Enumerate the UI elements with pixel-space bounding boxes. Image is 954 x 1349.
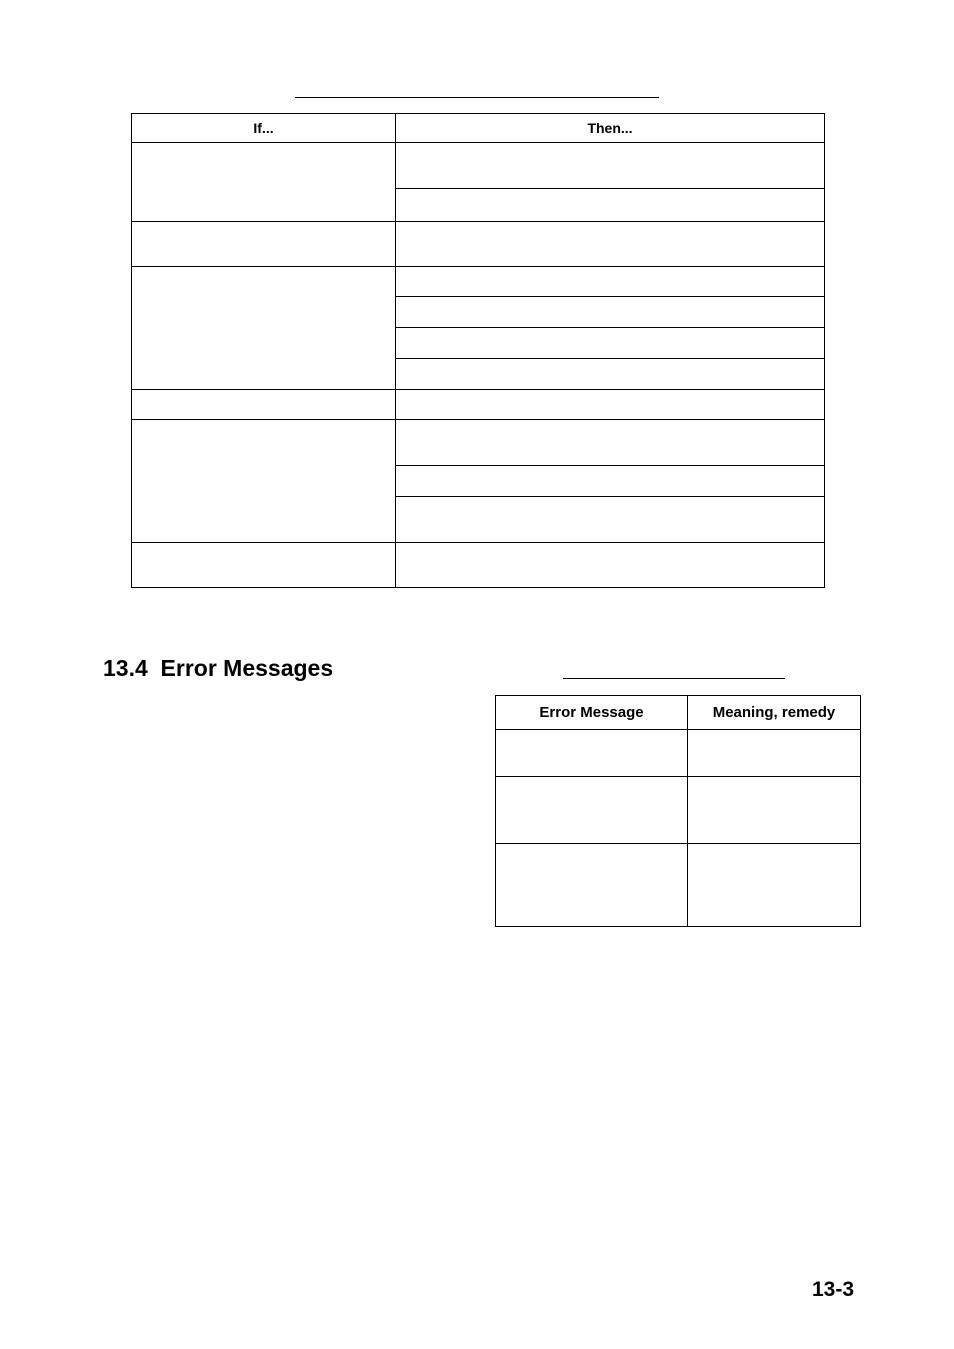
meaning-remedy-cell	[688, 777, 861, 844]
table-row	[496, 777, 861, 844]
error-table-title-rule	[563, 678, 785, 679]
if-cell	[132, 222, 396, 267]
then-column-header: Then...	[396, 114, 825, 143]
troubleshooting-table-title-rule	[295, 97, 659, 98]
troubleshooting-table	[131, 113, 825, 588]
error-messages-table	[495, 695, 861, 927]
error-message-cell	[496, 844, 688, 927]
section-heading	[103, 653, 333, 683]
table-row	[132, 390, 825, 420]
error-message-cell	[496, 777, 688, 844]
meaning-remedy-cell	[688, 844, 861, 927]
then-cell	[396, 143, 825, 189]
if-cell	[132, 143, 396, 222]
if-column-header: If...	[132, 114, 396, 143]
if-cell	[132, 543, 396, 588]
table-row	[132, 420, 825, 466]
table-row	[132, 143, 825, 189]
then-cell	[396, 297, 825, 328]
then-cell	[396, 359, 825, 390]
section-title: Error Messages	[160, 655, 334, 681]
then-cell	[396, 222, 825, 267]
then-cell	[396, 328, 825, 359]
troubleshooting-header-row	[132, 114, 825, 143]
table-row	[132, 222, 825, 267]
then-cell	[396, 390, 825, 420]
meaning-remedy-cell	[688, 730, 861, 777]
then-cell	[396, 267, 825, 297]
then-cell	[396, 497, 825, 543]
then-cell	[396, 543, 825, 588]
then-cell	[396, 466, 825, 497]
error-message-column-header: Error Message	[496, 696, 688, 730]
section-number: 13.4	[103, 655, 148, 681]
error-table-header-row	[496, 696, 861, 730]
if-cell	[132, 420, 396, 543]
if-cell	[132, 390, 396, 420]
table-row	[132, 543, 825, 588]
if-cell	[132, 267, 396, 390]
table-row	[496, 844, 861, 927]
table-row	[132, 267, 825, 297]
table-row	[496, 730, 861, 777]
then-cell	[396, 189, 825, 222]
then-cell	[396, 420, 825, 466]
error-message-cell	[496, 730, 688, 777]
meaning-remedy-column-header: Meaning, remedy	[688, 696, 861, 730]
page-number: 13-3	[812, 1278, 855, 1301]
